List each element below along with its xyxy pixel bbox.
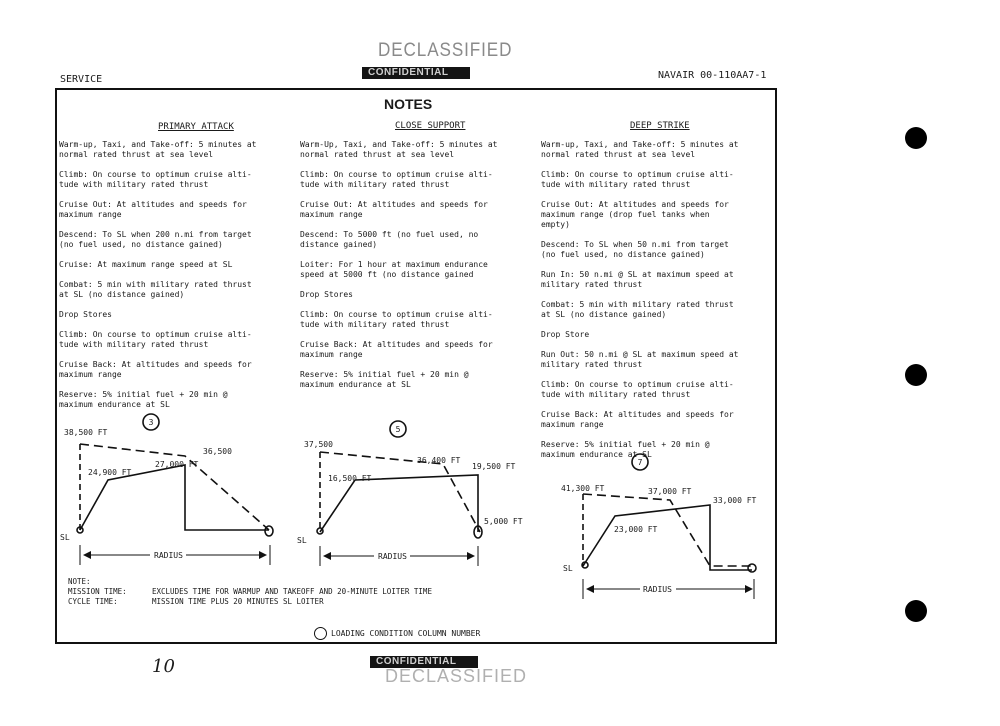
note-item: Descend: To SL when 50 n.mi from target (no fuel used, no distance gained): [541, 240, 729, 259]
note-item: Warm-Up, Taxi, and Take-off: 5 minutes at normal rated thrust at sea level: [300, 140, 498, 159]
diagram-number-7: 7: [637, 458, 643, 467]
label-16500: 16,500 FT: [328, 474, 372, 483]
diagram-number-5: 5: [395, 425, 401, 434]
label-36500: 36,500: [203, 447, 232, 456]
heading-deep-strike: DEEP STRIKE: [630, 121, 690, 131]
legend-text: LOADING CONDITION COLUMN NUMBER: [331, 629, 481, 638]
label-radius: RADIUS: [643, 585, 672, 594]
diagram-primary-attack-labels: [60, 418, 232, 561]
binder-hole-top: [905, 127, 927, 149]
mission-time-text: EXCLUDES TIME FOR WARMUP AND TAKEOFF AND 20-MINUTE LOITER TIME: [152, 587, 432, 596]
note-item: Descend: To 5000 ft (no fuel used, no distance gained): [300, 230, 479, 249]
note-item: Combat: 5 min with military rated thrust at SL (no distance gained): [59, 280, 252, 299]
label-36400: 36,400 FT: [417, 456, 461, 465]
label-41300: 41,300 FT: [561, 484, 605, 493]
label-radius: RADIUS: [378, 552, 407, 561]
diagram-close-support: [317, 421, 482, 566]
label-23000: 23,000 FT: [614, 525, 658, 534]
handwritten-page-number: 10: [152, 656, 175, 677]
note-item: Drop Store: [541, 330, 590, 339]
label-5000: 5,000 FT: [484, 517, 523, 526]
note-item: Drop Stores: [300, 290, 353, 299]
label-38500: 38,500 FT: [64, 428, 108, 437]
binder-hole-bottom: [905, 600, 927, 622]
label-sl: SL: [563, 564, 573, 573]
diagram-number-3: 3: [148, 418, 154, 427]
legend-circle-icon: [314, 627, 327, 640]
note-item: Warm-up, Taxi, and Take-off: 5 minutes at normal rated thrust at sea level: [541, 140, 739, 159]
binder-hole-middle: [905, 364, 927, 386]
note-item: Cruise Out: At altitudes and speeds for maximum range: [300, 200, 488, 219]
cycle-time-text: MISSION TIME PLUS 20 MINUTES SL LOITER: [152, 597, 324, 606]
note-item: Reserve: 5% initial fuel + 20 min @ maximum endurance at SL: [300, 370, 469, 389]
note-item: Run Out: 50 n.mi @ SL at maximum speed at military rated thrust: [541, 350, 739, 369]
confidential-stamp-top: CONFIDENTIAL: [362, 67, 470, 79]
note-item: Cruise Back: At altitudes and speeds for maximum range: [59, 360, 252, 379]
heading-close-support: CLOSE SUPPORT: [395, 121, 466, 131]
return-profile-dashed: [80, 444, 269, 530]
label-33000: 33,000 FT: [713, 496, 757, 505]
note-item: Climb: On course to optimum cruise alti- tude with military rated thrust: [59, 170, 252, 189]
label-24900: 24,900 FT: [88, 468, 132, 477]
note-item: Climb: On course to optimum cruise alti- tude with military rated thrust: [300, 310, 493, 329]
note-item: Cruise Out: At altitudes and speeds for maximum range: [59, 200, 247, 219]
note-item: Climb: On course to optimum cruise alti- tude with military rated thrust: [541, 170, 734, 189]
cycle-time-label: CYCLE TIME:: [68, 597, 118, 606]
note-item: Climb: On course to optimum cruise alti- tude with military rated thrust: [59, 330, 252, 349]
label-37500: 37,500: [304, 440, 333, 449]
note-label: NOTE:: [68, 577, 91, 586]
page-title: NOTES: [384, 96, 433, 112]
header-doc-number: NAVAIR 00-110AA7-1: [658, 70, 767, 81]
note-item: Warm-up, Taxi, and Take-off: 5 minutes at normal rated thrust at sea level: [59, 140, 257, 159]
mission-time-label: MISSION TIME:: [68, 587, 127, 596]
note-item: Drop Stores: [59, 310, 112, 319]
note-item: Cruise Back: At altitudes and speeds for maximum range: [541, 410, 734, 429]
declassified-stamp-top: DECLASSIFIED: [378, 40, 513, 61]
label-sl: SL: [60, 533, 70, 542]
heading-primary-attack: PRIMARY ATTACK: [158, 122, 234, 132]
outbound-profile-solid: [583, 505, 752, 570]
label-37000: 37,000 FT: [648, 487, 692, 496]
label-sl: SL: [297, 536, 307, 545]
note-item: Cruise Out: At altitudes and speeds for maximum range (drop fuel tanks when empty): [541, 200, 729, 229]
footer-note: [68, 577, 432, 607]
note-item: Loiter: For 1 hour at maximum endurance speed at 5000 ft (no distance gained: [300, 260, 488, 279]
note-item: Cruise: At maximum range speed at SL: [59, 260, 233, 269]
note-item: Descend: To SL when 200 n.mi from target (no fuel used, no distance gained): [59, 230, 252, 249]
header-service: SERVICE: [60, 74, 103, 85]
note-item: Combat: 5 min with military rated thrust at SL (no distance gained): [541, 300, 734, 319]
confidential-stamp-bottom: CONFIDENTIAL: [370, 656, 478, 668]
note-item: Climb: On course to optimum cruise alti- tude with military rated thrust: [300, 170, 493, 189]
note-item: Cruise Back: At altitudes and speeds for maximum range: [300, 340, 493, 359]
note-item: Run In: 50 n.mi @ SL at maximum speed at military rated thrust: [541, 270, 734, 289]
diagram-deep-strike: [582, 454, 756, 599]
legend: [314, 627, 480, 640]
diagram-deep-strike-labels: [561, 458, 757, 595]
label-radius: RADIUS: [154, 551, 183, 560]
declassified-stamp-bottom: DECLASSIFIED: [385, 666, 528, 686]
label-27000: 27,000 FT: [155, 460, 199, 469]
note-item: Reserve: 5% initial fuel + 20 min @ maximum endurance at SL: [59, 390, 228, 409]
note-item: Reserve: 5% initial fuel + 20 min @ maximum endurance at SL: [541, 440, 710, 459]
note-item: Climb: On course to optimum cruise alti- tude with military rated thrust: [541, 380, 734, 399]
label-19500: 19,500 FT: [472, 462, 516, 471]
diagram-close-support-labels: [297, 425, 523, 562]
